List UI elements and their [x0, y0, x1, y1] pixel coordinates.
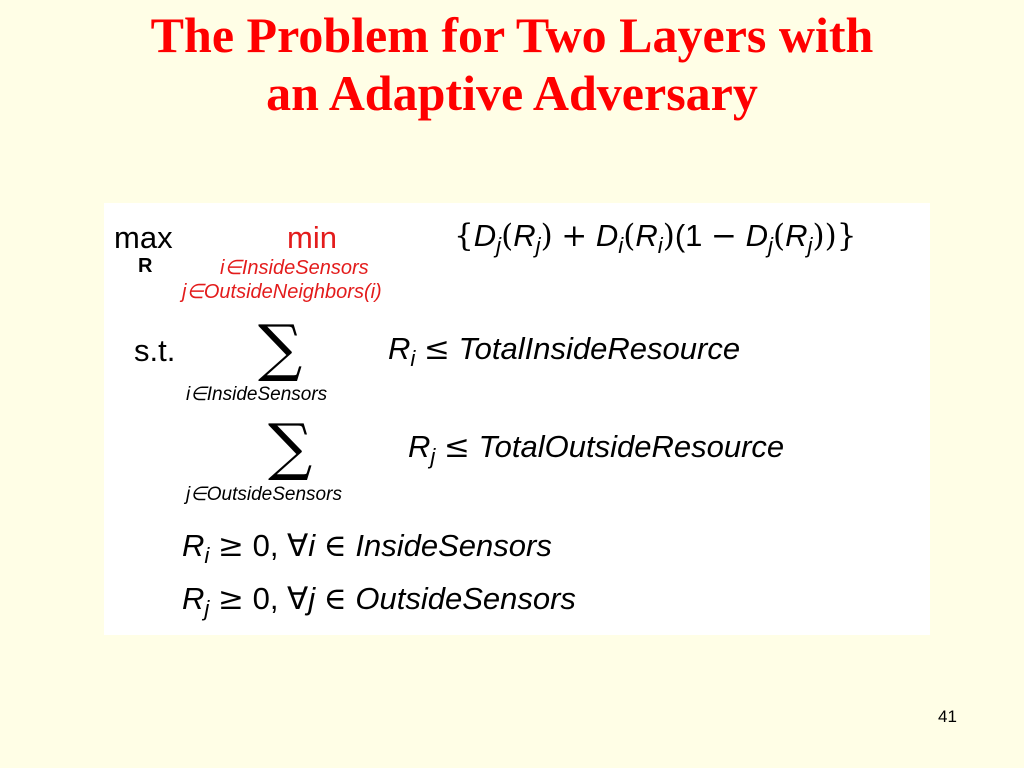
min-condition-outside: j∈OutsideNeighbors(i) [182, 281, 382, 303]
constraint-3-index: i [308, 528, 316, 563]
constraint-3-var: R [182, 528, 205, 563]
min-operator: min [287, 220, 337, 255]
slide-title-line-2: an Adaptive Adversary [266, 65, 758, 121]
constraint-outside-nonnegative [182, 581, 576, 622]
constraint-4-index: j [308, 581, 316, 616]
constraint-4-zero-forall: 0, ∀ [252, 581, 309, 616]
sum-index-inside: i∈InsideSensors [186, 384, 328, 405]
sum-symbol-inside: ∑ [258, 311, 303, 384]
constraint-1-var: R [388, 331, 411, 366]
objective-D-j: D [473, 218, 497, 253]
constraint-4-in: ∈ [323, 581, 347, 617]
constraint-4-set: OutsideSensors [355, 581, 576, 616]
objective-D-i: D [595, 218, 619, 253]
constraint-4-sub: j [204, 596, 210, 622]
page-number: 41 [938, 707, 957, 726]
objective-plus: + [561, 218, 588, 254]
constraint-1-rhs: TotalInsideResource [458, 331, 741, 366]
objective-paren: ( [501, 218, 514, 254]
constraint-4-relation: ≥ [217, 581, 244, 617]
constraint-inside-nonnegative [182, 528, 552, 569]
formula-panel [104, 203, 930, 635]
objective-R-j: R [513, 218, 536, 253]
objective-R-j-2: R [785, 218, 808, 253]
constraint-3-set: InsideSensors [355, 528, 552, 563]
slide-title [0, 6, 1024, 122]
objective-paren: ) [662, 218, 675, 254]
constraint-2-rhs: TotalOutsideResource [478, 429, 785, 464]
objective-expression [454, 218, 857, 259]
constraint-2-sub: j [430, 444, 436, 470]
constraint-3-zero-forall: 0, ∀ [252, 528, 309, 563]
min-condition-inside: i∈InsideSensors [220, 257, 369, 279]
objective-D-j-2-sub: j [768, 233, 774, 259]
sum-index-outside: j∈OutsideSensors [186, 484, 342, 505]
slide-title-line-1: The Problem for Two Layers with [150, 7, 874, 63]
objective-R-j-sub: j [535, 233, 541, 259]
objective-open-brace: { [454, 218, 474, 254]
constraint-3-in: ∈ [323, 528, 347, 564]
constraint-3-sub: i [204, 543, 210, 569]
objective-paren: ( [773, 218, 786, 254]
constraint-4-var: R [182, 581, 205, 616]
subject-to-label: s.t. [134, 333, 176, 368]
max-variable: R [138, 255, 153, 277]
objective-minus: − [711, 218, 738, 254]
objective-R-j-2-sub: j [807, 233, 813, 259]
objective-R-i-sub: i [657, 233, 663, 259]
objective-close-brace: } [836, 218, 857, 254]
constraint-inside-resource [388, 331, 741, 372]
objective-D-i-sub: i [618, 233, 624, 259]
sum-symbol-outside: ∑ [268, 410, 313, 483]
objective-close-parens: )) [812, 218, 837, 254]
constraint-1-relation: ≤ [423, 331, 450, 367]
objective-one: (1 [674, 218, 703, 253]
constraint-outside-resource [408, 429, 785, 470]
objective-D-j-2: D [745, 218, 769, 253]
constraint-2-var: R [408, 429, 431, 464]
objective-paren: ( [623, 218, 636, 254]
constraint-2-relation: ≤ [443, 429, 470, 465]
objective-R-i: R [635, 218, 658, 253]
constraint-3-relation: ≥ [217, 528, 244, 564]
objective-paren: ) [540, 218, 553, 254]
objective-D-j-sub: j [496, 233, 502, 259]
max-operator: max [114, 220, 173, 255]
constraint-1-sub: i [410, 346, 416, 372]
